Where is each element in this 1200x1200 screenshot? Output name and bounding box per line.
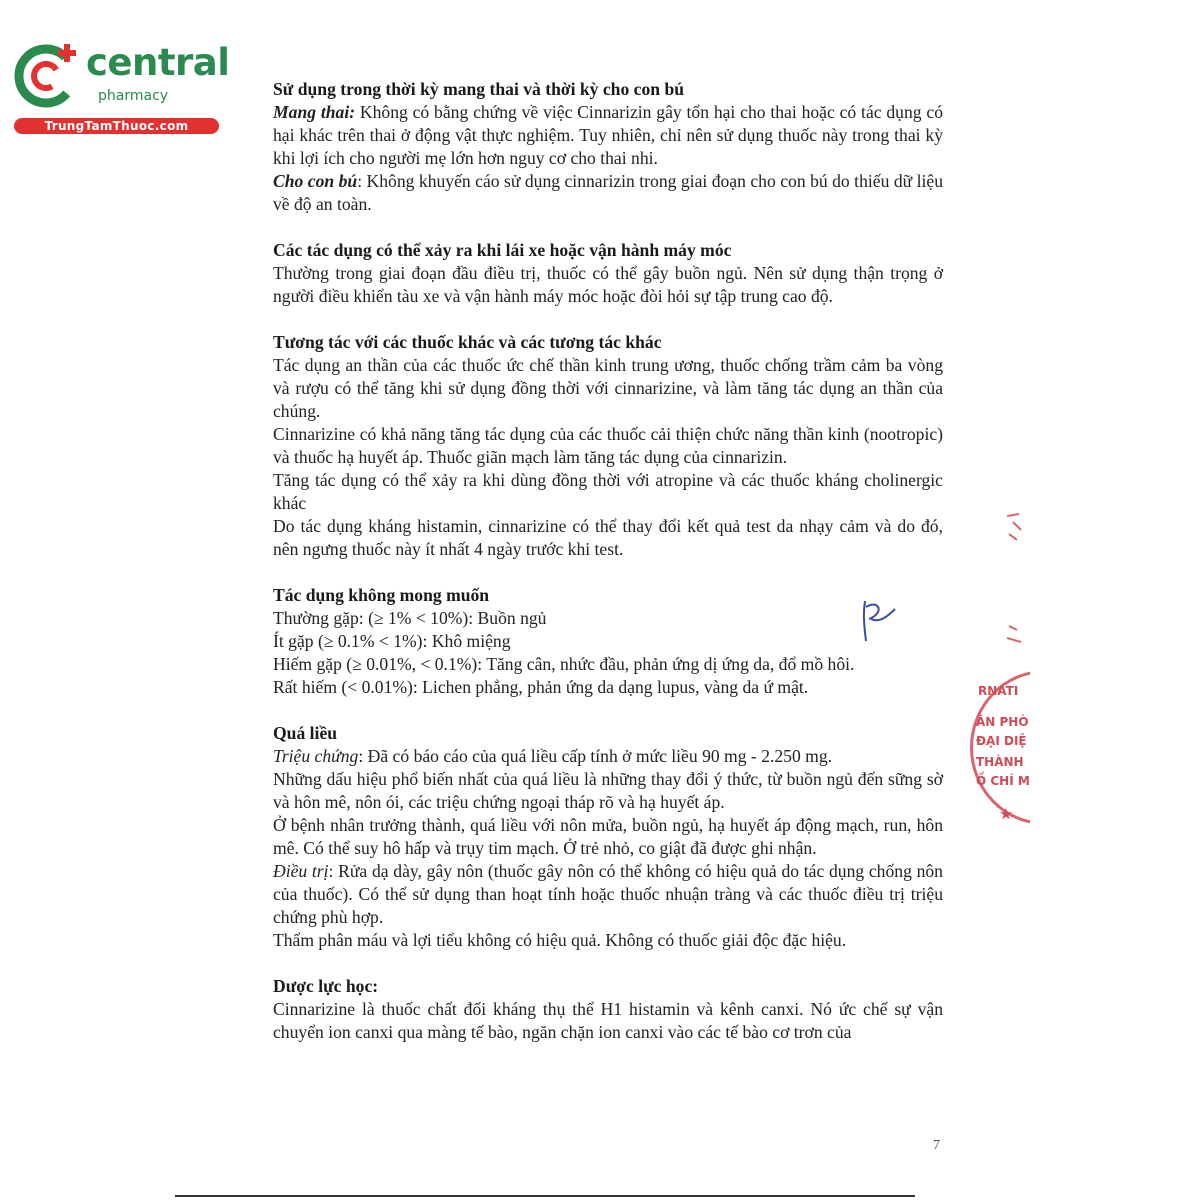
section-paragraph <box>273 998 943 1044</box>
logo-brand-name: central <box>86 41 230 84</box>
section-paragraph <box>273 745 943 768</box>
stamp-text-line: RNATI <box>978 684 1019 698</box>
paragraph-text: Những dấu hiệu phổ biến nhất của quá liều là những thay đổi ý thức, từ buồn ngủ đến sững sờ và hôn mê, nôn ói, các triệu chứng ngoại tháp rõ và hạ huyết áp. <box>273 769 943 812</box>
paragraph-text: Cinnarizine có khả năng tăng tác dụng của các thuốc cải thiện chức năng thần kinh (nootropic) và thuốc hạ huyết áp. Thuốc giãn mạch làm tăng tác dụng của cinnarizin. <box>273 424 943 467</box>
paragraph-text: Tác dụng an thần của các thuốc ức chế thần kinh trung ương, thuốc chống trầm cảm ba vòng và rượu có thể tăng khi sử dụng đồng thời với cinnarizine, và làm tăng tác dụng an thần của chúng. <box>273 355 943 421</box>
section-paragraph <box>273 653 943 676</box>
section-paragraph <box>273 607 943 630</box>
section-heading: Dược lực học: <box>273 976 379 996</box>
paragraph-text: : Đã có báo cáo của quá liều cấp tính ở mức liều 90 mg - 2.250 mg. <box>358 746 833 766</box>
section-paragraph <box>273 469 943 515</box>
bottom-divider <box>175 1195 915 1197</box>
section-paragraph <box>273 814 943 860</box>
stamp-text-line: ĂN PHÒ <box>976 715 1029 729</box>
paragraph-text: Ở bệnh nhân trưởng thành, quá liều với nôn mửa, buồn ngủ, hạ huyết áp động mạch, run, hôn mê. Có thể suy hô hấp và trụy tim mạch. Ở trẻ nhỏ, co giật đã được ghi nhận. <box>273 815 943 858</box>
stamp-text-line: THÀNH <box>976 755 1024 769</box>
document-section <box>273 239 943 308</box>
pharmacy-cross-logo-icon <box>10 38 90 118</box>
section-heading: Tác dụng không mong muốn <box>273 585 490 605</box>
section-paragraph <box>273 262 943 308</box>
paragraph-text: Thẩm phân máu và lợi tiểu không có hiệu quả. Không có thuốc giải độc đặc hiệu. <box>273 930 847 950</box>
paragraph-label: Triệu chứng <box>273 746 359 766</box>
section-paragraph <box>273 423 943 469</box>
document-section <box>273 722 943 952</box>
section-paragraph <box>273 170 943 216</box>
stamp-text-line: ĐẠI DIỆ <box>976 734 1027 748</box>
document-section <box>273 584 943 699</box>
paragraph-text: Thường trong giai đoạn đầu điều trị, thuốc có thể gây buồn ngủ. Nên sử dụng thận trọng ở người điều khiển tàu xe và vận hành máy móc hoặc đòi hỏi sự tập trung cao độ. <box>273 263 943 306</box>
document-section <box>273 78 943 216</box>
document-section <box>273 975 943 1044</box>
paragraph-label: Điều trị <box>273 861 329 881</box>
paragraph-text: : Không khuyến cáo sử dụng cinnarizin trong giai đoạn cho con bú do thiếu dữ liệu về độ an toàn. <box>273 171 943 214</box>
section-paragraph <box>273 354 943 423</box>
paragraph-text: Hiếm gặp (≥ 0.01%, < 0.1%): Tăng cân, nhức đầu, phản ứng dị ứng da, đổ mồ hôi. <box>273 654 855 674</box>
section-paragraph <box>273 929 943 952</box>
document-body <box>273 78 943 1067</box>
stamp-text-line: Ồ CHÍ M <box>976 774 1030 788</box>
section-heading: Quá liều <box>273 723 338 743</box>
paragraph-text: Ít gặp (≥ 0.1% < 1%): Khô miệng <box>273 631 511 651</box>
document-section <box>273 331 943 561</box>
stamp-fragment-icon <box>1005 512 1023 542</box>
section-paragraph <box>273 630 943 653</box>
paragraph-label: Cho con bú <box>273 171 358 191</box>
paragraph-text: Cinnarizine là thuốc chất đối kháng thụ thể H1 histamin và kênh canxi. Nó ức chế sự vận chuyển ion canxi qua màng tế bào, ngăn chặn ion canxi vào các tế bào cơ trơn của <box>273 999 943 1042</box>
star-icon <box>1000 808 1012 820</box>
official-stamp <box>970 670 1030 830</box>
central-pharmacy-logo <box>10 38 230 138</box>
paragraph-text: : Rửa dạ dày, gây nôn (thuốc gây nôn có thể không có hiệu quả do tác dụng chống nôn của thuốc). Có thể sử dụng than hoạt tính hoặc thuốc nhuận tràng và các thuốc điều trị triệu chứng phù hợp. <box>273 861 943 927</box>
stamp-fragment-icon <box>1005 622 1023 652</box>
page-number: 7 <box>933 1138 940 1153</box>
paragraph-text: Thường gặp: (≥ 1% < 10%): Buồn ngủ <box>273 608 547 628</box>
section-paragraph <box>273 515 943 561</box>
handwritten-signature <box>855 595 900 645</box>
paragraph-text: Không có bằng chứng về việc Cinnarizin gây tổn hại cho thai hoặc có tác dụng có hại khác trên thai ở động vật thực nghiệm. Tuy nhiên, chỉ nên sử dụng thuốc này trong thai kỳ khi lợi ích cho người mẹ lớn hơn nguy cơ cho thai nhi. <box>273 102 944 168</box>
section-heading: Các tác dụng có thể xảy ra khi lái xe hoặc vận hành máy móc <box>273 240 732 260</box>
section-heading: Tương tác với các thuốc khác và các tương tác khác <box>273 332 662 352</box>
section-paragraph <box>273 676 943 699</box>
section-paragraph <box>273 768 943 814</box>
paragraph-text: Tăng tác dụng có thể xảy ra khi dùng đồng thời với atropine và các thuốc kháng cholinergic khác <box>273 470 943 513</box>
paragraph-text: Do tác dụng kháng histamin, cinnarizine có thể thay đổi kết quả test da nhạy cảm và do đó, nên ngưng thuốc này ít nhất 4 ngày trước khi test. <box>273 516 943 559</box>
section-heading: Sử dụng trong thời kỳ mang thai và thời kỳ cho con bú <box>273 79 685 99</box>
logo-website: TrungTamThuoc.com <box>14 118 219 134</box>
section-paragraph <box>273 860 943 929</box>
paragraph-text: Rất hiếm (< 0.01%): Lichen phẳng, phản ứng da dạng lupus, vàng da ứ mật. <box>273 677 809 697</box>
section-paragraph <box>273 101 943 170</box>
paragraph-label: Mang thai: <box>273 102 356 122</box>
logo-subtitle: pharmacy <box>98 88 169 104</box>
